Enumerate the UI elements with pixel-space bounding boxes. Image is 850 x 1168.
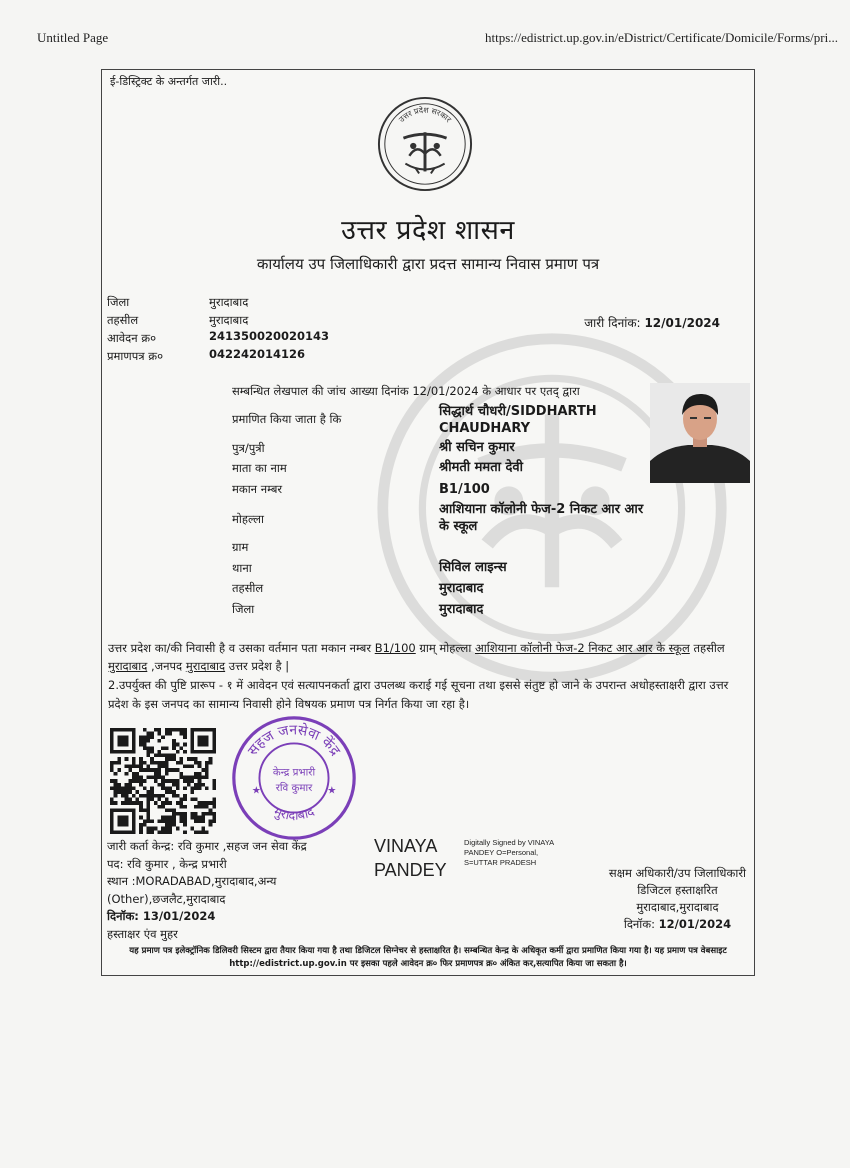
residence-statement	[108, 639, 748, 675]
svg-text:उत्तर प्रदेश सरकार: उत्तर प्रदेश सरकार	[397, 105, 453, 125]
field-house-label: मकान नम्बर	[232, 482, 283, 496]
field-village-label: ग्राम	[232, 540, 249, 554]
meta-application-no-value: 241350020020143	[209, 329, 330, 343]
issuer-date	[107, 908, 357, 926]
svg-text:सहज जनसेवा केंद्र: सहज जनसेवा केंद्र	[244, 722, 344, 759]
digital-signature-note: Digitally Signed by VINAYA PANDEY O=Personal, S=UTTAR PRADESH	[464, 838, 554, 867]
residence-text-4: ,जनपद	[147, 659, 186, 673]
up-government-emblem-icon	[376, 95, 474, 193]
certificate-heading: कार्यालय उप जिलाधिकारी द्वारा प्रदत्त सामान्य निवास प्रमाण पत्र	[256, 255, 600, 273]
issuer-date-value: 13/01/2024	[142, 909, 216, 923]
residence-text-2: ग्राम् मोहल्ला	[415, 641, 475, 655]
issue-date-value: 12/01/2024	[644, 316, 720, 330]
field-tehsil-value: मुरादाबाद	[439, 581, 484, 596]
field-district-label: जिला	[232, 602, 255, 616]
officer-place: मुरादाबाद,मुरादाबाद	[636, 900, 719, 914]
officer-date-value: 12/01/2024	[658, 917, 732, 931]
issuer-center: जारी कर्ता केन्द्र: रवि कुमार ,सहज जन सेवा केंद्र	[107, 839, 307, 853]
print-header	[37, 30, 838, 50]
field-house-value: B1/100	[439, 482, 490, 497]
field-police-station-label: थाना	[232, 561, 252, 575]
meta-certificate-no-value: 042242014126	[209, 347, 306, 361]
residence-district: मुरादाबाद	[185, 659, 226, 673]
meta-district-label: जिला	[107, 295, 130, 309]
digital-signer-name-line1: VINAYA	[374, 836, 438, 856]
svg-text:★: ★	[251, 784, 261, 797]
svg-text:★: ★	[327, 784, 337, 797]
confirmation-statement: 2.उपर्युक्त की पुष्टि प्रारूप - १ में आवेदन एवं सत्यापनकर्ता द्वारा उपलब्ध कराई गई सूचना तथा इससे संतुष्ट हो जाने के उपरान्त अधोहस्ताक्षरी द्वारा उत्तर प्रदेश के इस जनपद का सामान्य निवासी होने विषयक प्रमाण पत्र निर्गत किया जा रहा है।	[108, 678, 729, 711]
field-applicant-name: सिद्धार्थ चौधरी/SIDDHARTH CHAUDHARY	[439, 404, 597, 436]
residence-locality: आशियाना कॉलोनी फेज-2 निकट आर आर के स्कूल	[474, 641, 690, 655]
meta-application-no-label: आवेदन क्र०	[107, 331, 157, 345]
field-tehsil-label: तहसील	[232, 581, 264, 595]
issuer-date-label: दिनॉक:	[107, 909, 139, 923]
field-police-station-value: सिविल लाइन्स	[439, 560, 507, 575]
residence-tehsil: मुरादाबाद	[108, 659, 148, 673]
digital-signer-name	[374, 834, 447, 882]
field-certified-label: प्रमाणित किया जाता है कि	[232, 412, 342, 426]
meta-tehsil-value: मुरादाबाद	[209, 313, 249, 327]
digital-signer-name-line2: PANDEY	[374, 860, 447, 880]
issued-under-note: ई-डिस्ट्रिक्ट के अन्तर्गत जारी..	[110, 75, 228, 88]
issuer-details	[107, 838, 357, 943]
issuer-post: पद: रवि कुमार , केन्द्र प्रभारी	[107, 856, 227, 871]
issuer-place: स्थान :MORADABAD,मुरादाबाद,अन्य (Other),छजलैट,मुरादाबाद	[107, 874, 277, 906]
officer-date-label: दिनॉक:	[623, 917, 655, 931]
svg-text:मुरादाबाद: मुरादाबाद	[271, 804, 317, 824]
meta-district-value: मुरादाबाद	[209, 295, 249, 309]
officer-signature: डिजिटल हस्ताक्षरित	[637, 883, 718, 897]
applicant-photo	[650, 383, 750, 483]
officer-block	[609, 865, 746, 933]
field-parent-value: श्री सचिन कुमार	[439, 440, 515, 455]
government-title: उत्तर प्रदेश शासन	[341, 215, 515, 246]
domicile-certificate	[101, 69, 755, 976]
csc-stamp	[230, 714, 358, 842]
officer-title: सक्षम अधिकारी/उप जिलाधिकारी	[608, 866, 746, 880]
svg-text:रवि कुमार: रवि कुमार	[275, 781, 313, 794]
residence-text-3: तहसील	[689, 641, 725, 655]
field-mother-label: माता का नाम	[232, 461, 287, 475]
residence-text-1: उत्तर प्रदेश का/की निवासी है व उसका वर्तमान पता मकान नम्बर	[108, 641, 375, 655]
verification-intro: सम्बन्धित लेखपाल की जांच आख्या दिनांक 12/01/2024 के आधार पर एतद् द्वारा	[232, 384, 580, 398]
meta-tehsil-label: तहसील	[107, 313, 139, 327]
page-url: https://edistrict.up.gov.in/eDistrict/Certificate/Domicile/Forms/pri...	[485, 30, 838, 45]
issue-date	[584, 314, 720, 331]
field-mother-value: श्रीमती ममता देवी	[439, 460, 523, 475]
issue-date-label: जारी दिनांक:	[584, 316, 641, 330]
qr-code	[110, 728, 216, 834]
meta-certificate-no-label: प्रमाणपत्र क्र०	[107, 349, 164, 363]
officer-date	[609, 916, 746, 933]
residence-text-5: उत्तर प्रदेश है |	[225, 659, 290, 673]
field-parent-label: पुत्र/पुत्री	[232, 441, 265, 455]
issuer-sign-label: हस्ताक्षर एंव मुहर	[107, 926, 178, 941]
field-locality-label: मोहल्ला	[232, 512, 264, 526]
page-title: Untitled Page	[37, 30, 109, 45]
field-district-value: मुरादाबाद	[439, 602, 484, 617]
field-locality-value: आशियाना कॉलोनी फेज-2 निकट आर आर के स्कूल	[439, 502, 644, 534]
verification-footer-note: यह प्रमाण पत्र इलेक्ट्रॉनिक डिलिवरी सिस्टम द्वारा तैयार किया गया है तथा डिजिटल सिग्नेचर से हस्ताक्षरित है। सम्बन्धित केन्द्र के अधिकृत कर्मी द्वारा प्रमाणित किया गया है। यह प्रमाण पत्र वेबसाइट http://edistrict.up.gov.in पर इसका पहले आवेदन क्र० फिर प्रमाणपत्र क्र० अंकित कर,सत्यापित किया जा सकता है।	[129, 946, 727, 969]
svg-text:केन्द्र प्रभारी: केन्द्र प्रभारी	[272, 766, 316, 779]
residence-house: B1/100	[374, 641, 416, 655]
